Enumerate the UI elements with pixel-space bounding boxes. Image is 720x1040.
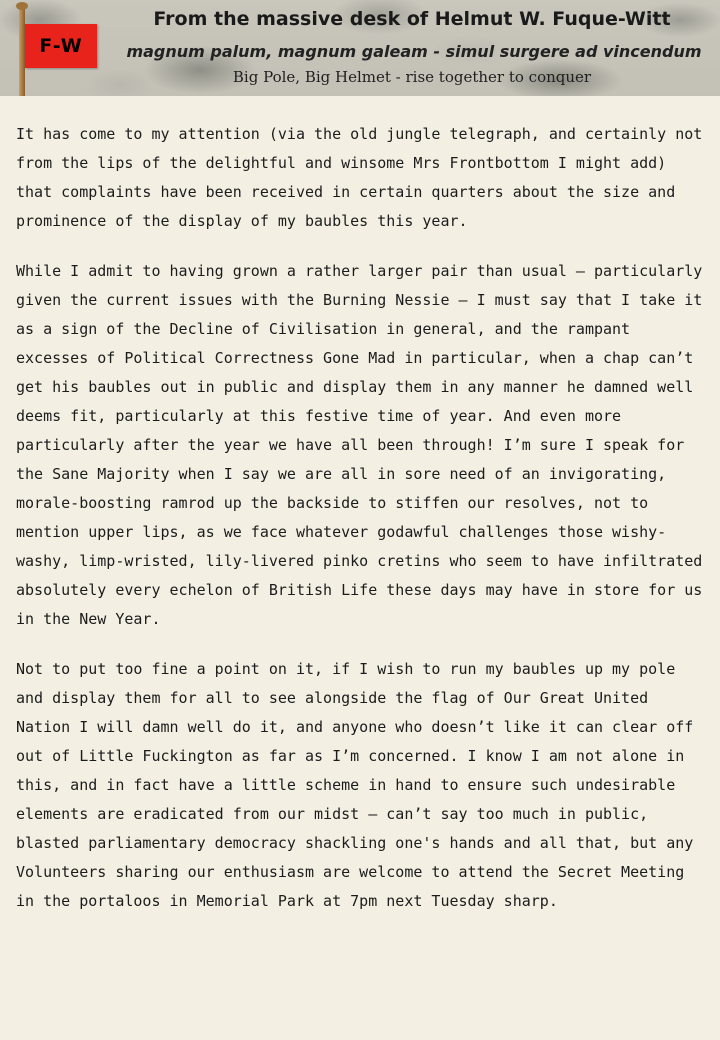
letterhead <box>0 0 720 96</box>
flag-logo <box>25 24 97 68</box>
letter-body <box>16 120 710 937</box>
motto-english: Big Pole, Big Helmet - rise together to conquer <box>232 68 592 86</box>
letterhead-title: From the massive desk of Helmut W. Fuque-Witt <box>153 8 671 30</box>
flag-logo-text: F-W <box>39 35 83 57</box>
motto-latin: magnum palum, magnum galeam - simul surgere ad vincendum <box>126 42 702 61</box>
flag-pole-finial <box>16 2 28 10</box>
paragraph-2: While I admit to having grown a rather larger pair than usual – particularly given the current issues with the Burning Nessie – I must say that I take it as a sign of the Decline of Civilisation in general, and the rampant excesses of Political Correctness Gone Mad in particular, when a chap can’t get his baubles out in public and display them in any manner he damned well deems fit, particularly at this festive time of year. And even more particularly after the year we have all been through! I’m sure I speak for the Sane Majority when I say we are all in sore need of an invigorating, morale-boosting ramrod up the backside to stiffen our resolves, not to mention upper lips, as we face whatever godawful challenges those wishy-washy, limp-wristed, lily-livered pinko cretins who seem to have infiltrated absolutely every echelon of British Life these days may have in store for us in the New Year. <box>16 262 703 628</box>
paragraph-1: It has come to my attention (via the old jungle telegraph, and certainly not from the lips of the delightful and winsome Mrs Frontbottom I might add) that complaints have been received in certain quarters about the size and prominence of the display of my baubles this year. <box>16 125 703 230</box>
paragraph-3: Not to put too fine a point on it, if I wish to run my baubles up my pole and display them for all to see alongside the flag of Our Great United Nation I will damn well do it, and anyone who doesn’t like it can clear off out of Little Fuckington as far as I’m concerned. I know I am not alone in this, and in fact have a little scheme in hand to ensure such undesirable elements are eradicated from our midst – can’t say too much in public, blasted parliamentary democracy shackling one's hands and all that, but any Volunteers sharing our enthusiasm are welcome to attend the Secret Meeting in the portaloos in Memorial Park at 7pm next Tuesday sharp. <box>16 660 694 910</box>
